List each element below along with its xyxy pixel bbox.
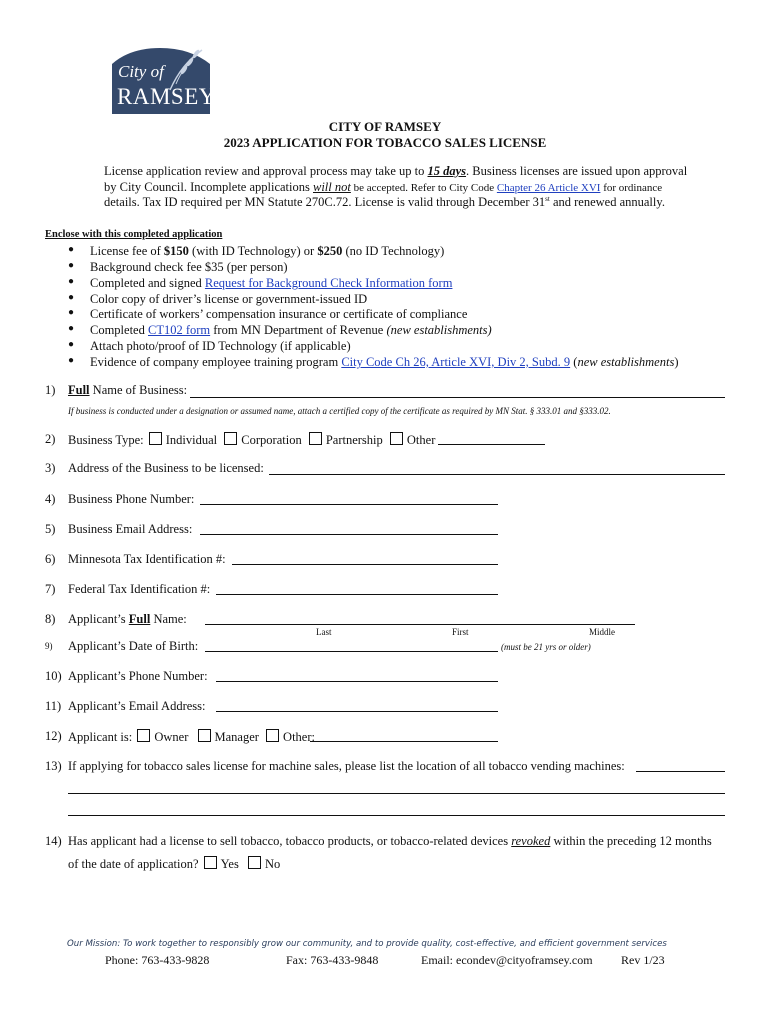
vending-location-field-1[interactable]	[636, 771, 725, 772]
no-checkbox[interactable]	[248, 856, 261, 869]
logo-text-bottom: RAMSEY	[117, 84, 216, 109]
footer-fax: Fax: 763-433-9848	[286, 953, 379, 967]
date-of-birth-field[interactable]	[205, 651, 498, 652]
chapter-link[interactable]: Chapter 26 Article XVI	[496, 182, 601, 194]
q11-number: 11)	[45, 699, 62, 713]
applicant-email-field[interactable]	[216, 711, 498, 712]
background-check-link[interactable]: Request for Background Check Information form	[204, 276, 453, 290]
will-not-emphasis: will not	[313, 180, 351, 194]
q12-label: Applicant is:	[68, 730, 133, 744]
no-label: No	[264, 857, 281, 871]
individual-label: Individual	[165, 433, 218, 447]
middle-name-caption: Middle	[589, 627, 615, 637]
q7-label: Federal Tax Identification #:	[68, 582, 211, 596]
owner-checkbox[interactable]	[137, 729, 150, 742]
intro-text: be accepted. Refer to City Code	[350, 182, 497, 194]
q5-label: Business Email Address:	[68, 522, 193, 536]
yes-label: Yes	[220, 857, 239, 871]
q14-number: 14)	[45, 834, 62, 848]
intro-text: for ordinance	[600, 182, 663, 194]
intro-text: . Business licenses are issued upon approval	[466, 164, 688, 178]
q9-label: Applicant’s Date of Birth:	[68, 639, 199, 653]
manager-label: Manager	[214, 730, 259, 744]
header-city: CITY OF RAMSEY	[328, 119, 442, 134]
q1-label: Full Name of Business:	[68, 383, 188, 397]
footer-phone: Phone: 763-433-9828	[105, 953, 210, 967]
intro-line-2	[104, 180, 662, 195]
q10-label: Applicant’s Phone Number:	[68, 669, 208, 683]
intro-text: by City Council. Incomplete applications	[104, 180, 313, 194]
enclose-heading: Enclose with this completed application	[45, 229, 223, 240]
q3-number: 3)	[45, 461, 56, 475]
applicant-role-row	[68, 729, 315, 745]
business-type-row	[68, 432, 435, 448]
other-label: Other	[406, 433, 436, 447]
q2-label: Business Type:	[68, 433, 144, 447]
individual-checkbox[interactable]	[149, 432, 162, 445]
q1-note: If business is conducted under a designation or assumed name, attach a certified copy of the certificate as required by MN Stat. § 333.01 and §333.02.	[68, 406, 611, 416]
intro-line-3	[104, 195, 665, 210]
days-emphasis: 15 days	[427, 164, 467, 178]
applicant-phone-field[interactable]	[216, 681, 498, 682]
age-note: (must be 21 yrs or older)	[501, 642, 591, 652]
business-email-field[interactable]	[200, 534, 498, 535]
corporation-label: Corporation	[241, 433, 302, 447]
q13-label: If applying for tobacco sales license for machine sales, please list the location of all tobacco vending machines:	[68, 759, 625, 773]
q14-label: Has applicant had a license to sell tobacco, tobacco products, or tobacco-related devices revoked within the preceding 12 months	[68, 834, 712, 848]
business-name-field[interactable]	[190, 397, 725, 398]
q5-number: 5)	[45, 522, 56, 536]
other-role-label: Other:	[283, 730, 315, 744]
intro-text: and renewed annually.	[549, 195, 665, 210]
mn-tax-id-field[interactable]	[232, 564, 498, 565]
owner-label: Owner	[154, 730, 189, 744]
vending-location-field-3[interactable]	[68, 815, 725, 816]
city-logo	[110, 44, 216, 116]
manager-checkbox[interactable]	[198, 729, 211, 742]
revision-label: Rev 1/23	[621, 953, 665, 967]
logo-text-top: City of	[118, 62, 164, 81]
last-name-caption: Last	[316, 627, 332, 637]
q8-label: Applicant’s Full Name:	[68, 612, 187, 626]
q8-number: 8)	[45, 612, 56, 626]
q13-number: 13)	[45, 759, 62, 773]
q6-label: Minnesota Tax Identification #:	[68, 552, 226, 566]
q12-number: 12)	[45, 729, 62, 743]
business-phone-field[interactable]	[200, 504, 498, 505]
city-code-link[interactable]: City Code Ch 26, Article XVI, Div 2, Subd. 9	[341, 355, 571, 369]
q4-label: Business Phone Number:	[68, 492, 195, 506]
mission-statement: Our Mission: To work together to responsibly grow our community, and to provide quality, cost-effective, and efficient government services	[67, 939, 667, 949]
q2-number: 2)	[45, 432, 56, 446]
applicant-name-field[interactable]	[205, 624, 635, 625]
business-address-field[interactable]	[269, 474, 725, 475]
federal-tax-id-field[interactable]	[216, 594, 498, 595]
other-type-field[interactable]	[438, 444, 545, 445]
other-role-checkbox[interactable]	[266, 729, 279, 742]
ct102-link[interactable]: CT102 form	[147, 323, 211, 337]
header-title: 2023 APPLICATION FOR TOBACCO SALES LICENSE	[223, 135, 547, 150]
intro-text: details. Tax ID required per MN Statute 270C.72. License is valid through December 31	[104, 195, 546, 210]
q11-label: Applicant’s Email Address:	[68, 699, 206, 713]
q3-label: Address of the Business to be licensed:	[68, 461, 264, 475]
superscript: st	[545, 195, 550, 203]
q6-number: 6)	[45, 552, 56, 566]
other-checkbox[interactable]	[390, 432, 403, 445]
q1-number: 1)	[45, 383, 56, 397]
corporation-checkbox[interactable]	[224, 432, 237, 445]
partnership-label: Partnership	[325, 433, 383, 447]
q9-number: 9)	[45, 641, 53, 651]
q14-label-cont: of the date of application?	[68, 857, 199, 871]
yes-checkbox[interactable]	[204, 856, 217, 869]
footer-email[interactable]: Email: econdev@cityoframsey.com	[421, 953, 593, 967]
partnership-checkbox[interactable]	[309, 432, 322, 445]
first-name-caption: First	[452, 627, 469, 637]
intro-text: License application review and approval process may take up to	[104, 164, 428, 178]
vending-location-field-2[interactable]	[68, 793, 725, 794]
intro-line-1	[104, 164, 687, 179]
q10-number: 10)	[45, 669, 62, 683]
revoked-answer-row	[68, 856, 280, 872]
q7-number: 7)	[45, 582, 56, 596]
other-role-field[interactable]	[310, 741, 498, 742]
q4-number: 4)	[45, 492, 56, 506]
